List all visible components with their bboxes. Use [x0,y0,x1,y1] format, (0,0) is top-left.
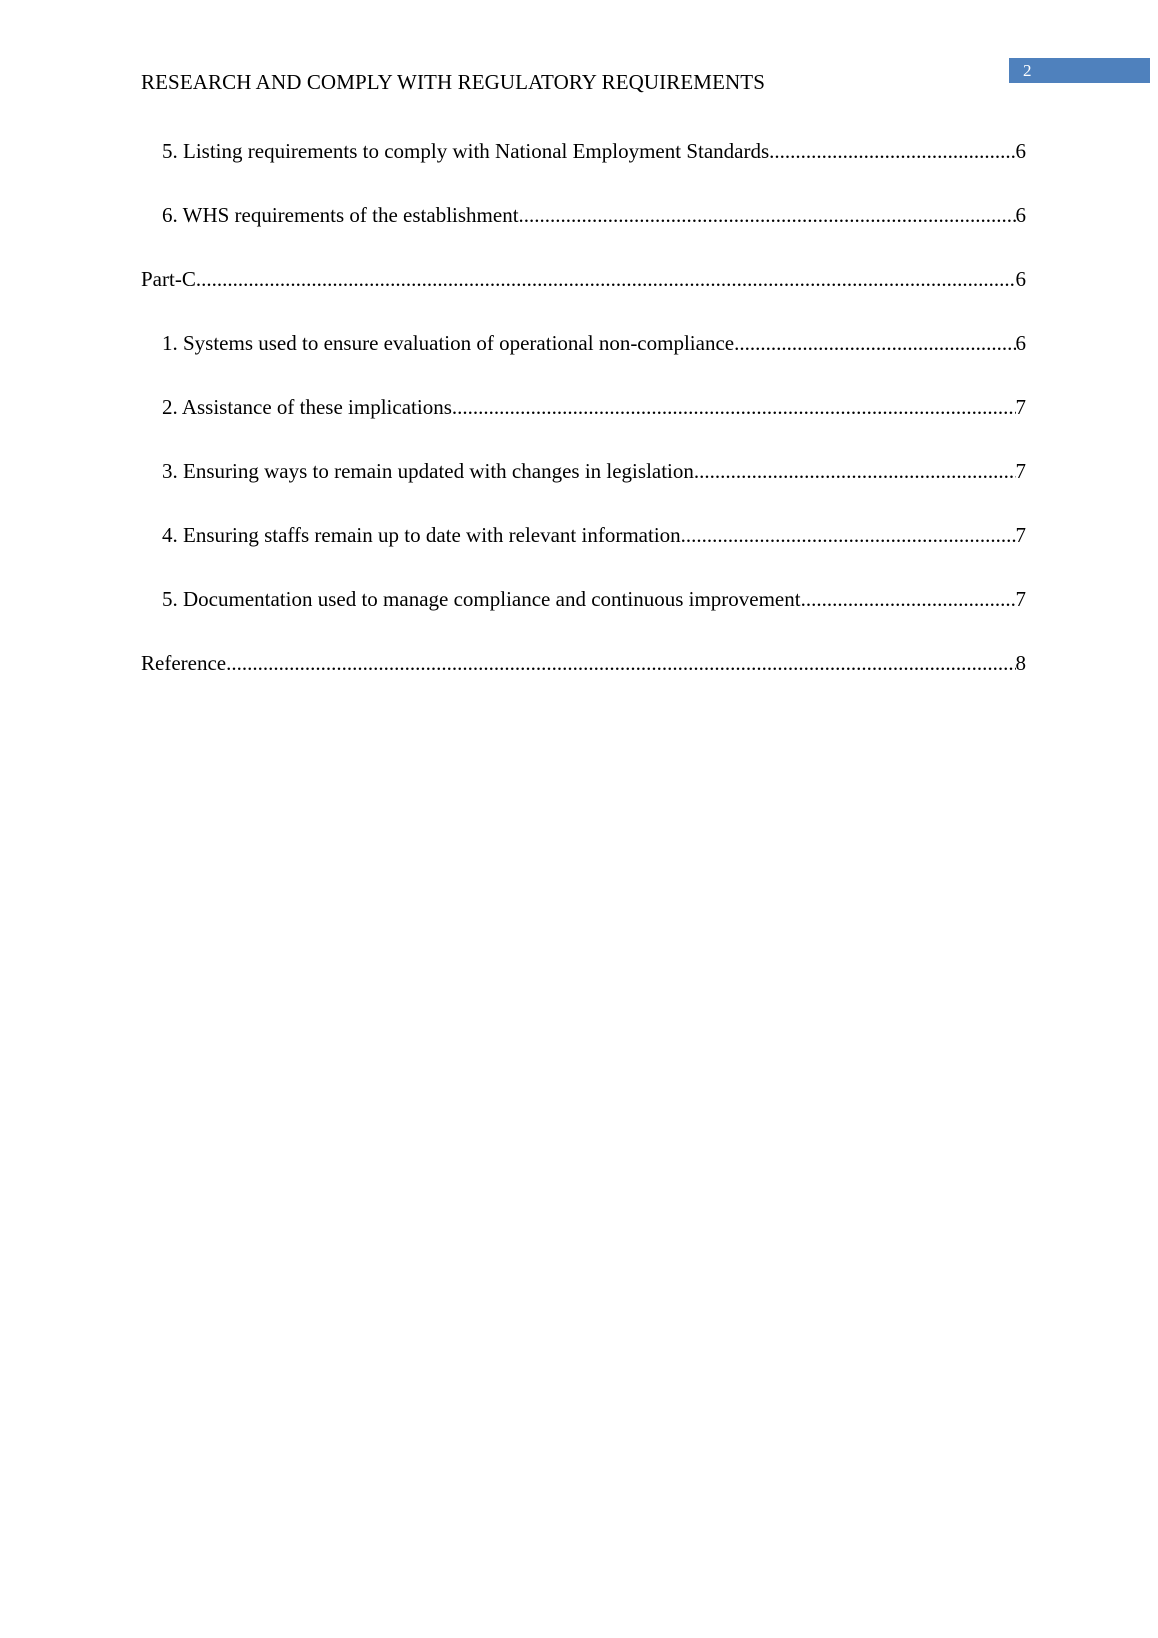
toc-entry[interactable] [141,392,1026,456]
toc-entry-page: 7 [1015,587,1026,611]
toc-dot-leader [452,392,1016,422]
toc-entry-page: 7 [1015,523,1026,547]
toc-entry-page: 6 [1015,267,1026,291]
toc-entry[interactable] [141,520,1026,584]
running-header-title: RESEARCH AND COMPLY WITH REGULATORY REQUIREMENTS [141,70,765,94]
toc-entry[interactable] [141,456,1026,520]
toc-dot-leader [734,328,1015,358]
toc-entry[interactable] [141,328,1026,392]
toc-entry[interactable] [141,648,1026,712]
toc-entry[interactable] [141,264,1026,328]
page-number: 2 [1023,61,1032,80]
toc-entry-text: Part-C [141,267,196,291]
toc-entry[interactable] [141,200,1026,264]
toc-entry-text: 6. WHS requirements of the establishment [162,203,519,227]
toc-dot-leader [801,584,1016,614]
toc-dot-leader [519,200,1016,230]
page-number-badge [1009,58,1150,83]
toc-dot-leader [226,648,1015,678]
toc-entry[interactable] [141,584,1026,648]
toc-dot-leader [196,264,1016,294]
table-of-contents [141,136,1026,712]
toc-entry-text: 3. Ensuring ways to remain updated with changes in legislation [162,459,694,483]
toc-entry-page: 7 [1015,395,1026,419]
toc-dot-leader [769,136,1015,166]
toc-entry[interactable] [141,136,1026,200]
toc-entry-page: 6 [1015,203,1026,227]
toc-entry-text: 5. Listing requirements to comply with National Employment Standards [162,139,770,163]
toc-dot-leader [681,520,1016,550]
toc-entry-text: 2. Assistance of these implications [162,395,452,419]
toc-entry-text: 1. Systems used to ensure evaluation of operational non-compliance [162,331,735,355]
toc-entry-text: 5. Documentation used to manage compliance and continuous improvement [162,587,801,611]
toc-entry-text: 4. Ensuring staffs remain up to date with relevant information [162,523,681,547]
toc-entry-page: 8 [1015,651,1026,675]
toc-entry-text: Reference [141,651,227,675]
toc-entry-page: 6 [1015,331,1026,355]
toc-dot-leader [694,456,1016,486]
toc-entry-page: 7 [1015,459,1026,483]
toc-entry-page: 6 [1015,139,1026,163]
